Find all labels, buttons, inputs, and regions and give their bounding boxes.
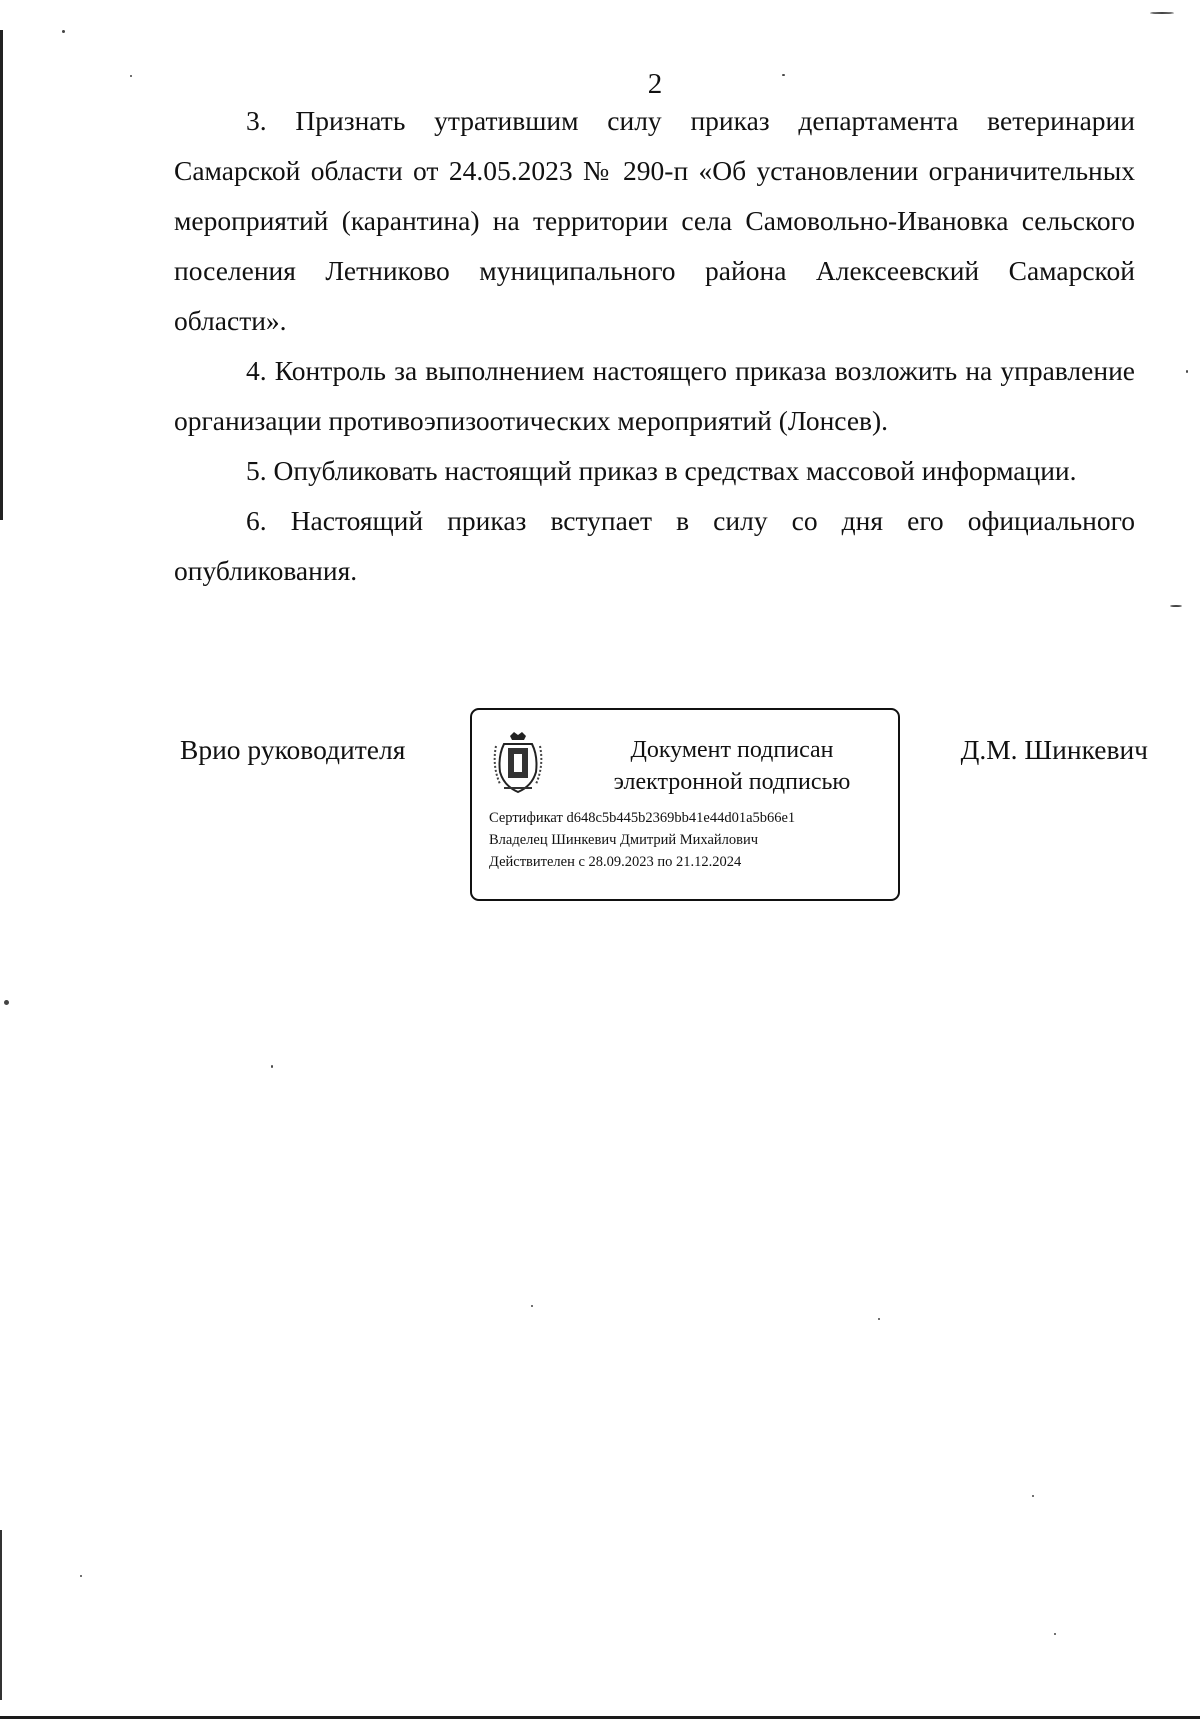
stamp-title: [592, 734, 872, 798]
scan-speck: [62, 30, 65, 33]
scan-speck: [80, 1575, 82, 1577]
paragraph-6: 6. Настоящий приказ вступает в силу со дня его официального опубликования.: [174, 505, 1135, 586]
signatory-role: Врио руководителя: [180, 734, 406, 765]
scan-speck: [1186, 370, 1188, 373]
scan-speck: [1054, 1633, 1056, 1635]
scan-edge-left-lower: [0, 1530, 2, 1700]
paragraph-5: 5. Опубликовать настоящий приказ в средствах массовой информации.: [246, 455, 1077, 486]
paragraph-3: 3. Признать утратившим силу приказ департамента ветеринарии Самарской области от 24.05.2023 № 290-п «Об установлении ограничительных мероприятий (карантина) на территории села Самовольно-Ивановка сельского поселения Летниково муниципального района Алексеевский Самарской области».: [174, 105, 1135, 336]
scan-speck: [1170, 605, 1182, 607]
stamp-details: [489, 807, 795, 873]
scan-speck: [1032, 1495, 1034, 1497]
scan-edge-left: [0, 30, 3, 520]
page-number: 2: [647, 68, 663, 100]
stamp-owner: Владелец Шинкевич Дмитрий Михайлович: [489, 832, 759, 848]
scan-speck: [531, 1305, 533, 1307]
stamp-title-line-1: Документ подписан: [630, 737, 834, 763]
scan-speck: [271, 1065, 273, 1068]
stamp-validity: Действителен с 28.09.2023 по 21.12.2024: [489, 854, 742, 870]
scan-speck: [4, 1000, 9, 1005]
document-body: [174, 96, 1135, 596]
paragraph-4: 4. Контроль за выполнением настоящего приказа возложить на управление организации противоэпизоотических мероприятий (Лонсев).: [174, 355, 1135, 436]
stamp-title-line-2: электронной подписью: [613, 769, 851, 795]
scan-edge-bottom: [0, 1716, 1200, 1719]
signatory-name: Д.М. Шинкевич: [960, 734, 1148, 765]
scan-speck: [878, 1318, 880, 1320]
samara-coat-of-arms-icon: [490, 730, 546, 796]
electronic-signature-stamp: [470, 708, 900, 901]
stamp-certificate: Сертификат d648c5b445b2369bb41e44d01a5b66e1: [489, 810, 796, 826]
scan-speck: [1150, 12, 1174, 14]
